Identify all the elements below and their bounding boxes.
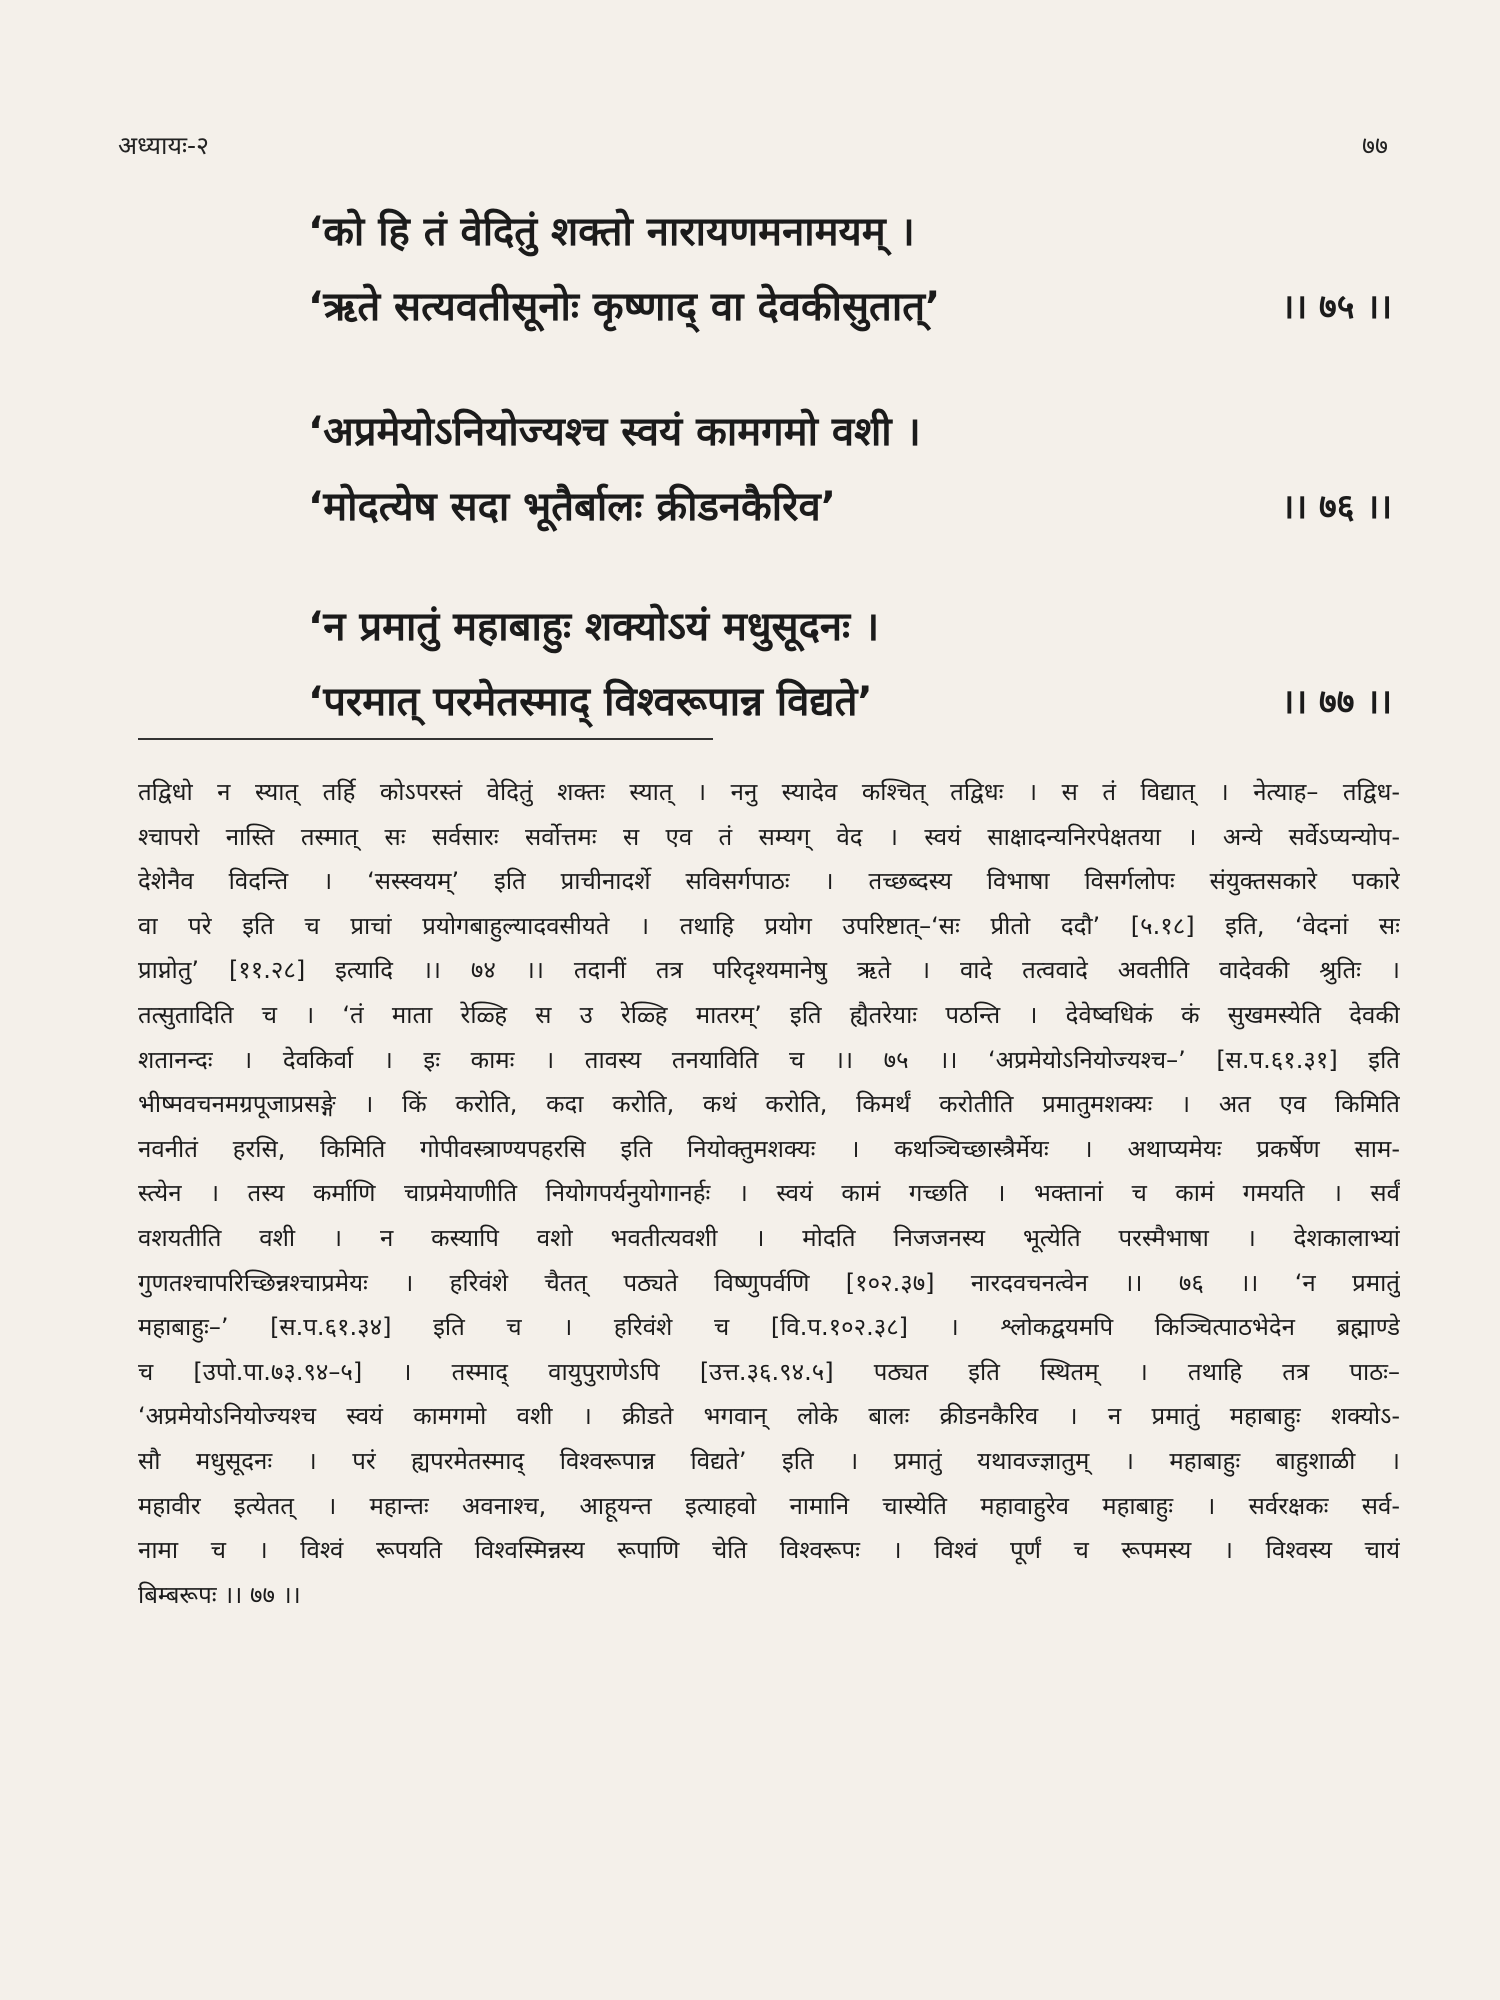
commentary-line: नवनीतं हरसि, किमिति गोपीवस्त्राण्यपहरसि इति नियोक्तुमशक्यः । कथञ्चिच्छास्त्रैर्मेयः । अथाप्यमेयः प्रकर्षेण साम- <box>138 1134 1400 1163</box>
commentary-line: प्राप्नोतु’ [११.२८] इत्यादि ।। ७४ ।। तदानीं तत्र परिदृश्यमानेषु ऋते । वादे तत्ववादे अवतीति वादेवकी श्रुतिः । <box>138 956 1400 985</box>
verse-line-text: ‘परमात् परमेतस्माद् विश्वरूपान्न विद्यते’ <box>308 679 873 725</box>
commentary-line: भीष्मवचनमग्रपूजाप्रसङ्गे । किं करोति, कदा करोति, कथं करोति, किमर्थं करोतीति प्रमातुमशक्यः । अत एव किमिति <box>138 1090 1400 1119</box>
commentary-line: महाबाहुः–’ [स.प.६१.३४] इति च । हरिवंशे च [वि.प.१०२.३८] । श्लोकद्वयमपि किञ्चित्पाठभेदेन ब्रह्माण्डे <box>138 1313 1400 1342</box>
commentary-text <box>138 770 1400 1617</box>
commentary-line: नामा च । विश्वं रूपयति विश्वस्मिन्नस्य रूपाणि चेति विश्वरूपः । विश्वं पूर्णं च रूपमस्य । विश्वस्य चायं <box>138 1536 1400 1565</box>
commentary-line: श्चापरो नास्ति तस्मात् सः सर्वसारः सर्वोत्तमः स एव तं सम्यग् वेद । स्वयं साक्षादन्यनिरपेक्षतया । अन्ये सर्वेऽप्यन्योप- <box>138 822 1400 851</box>
verse-77 <box>308 590 1392 740</box>
commentary-line: स्त्येन । तस्य कर्माणि चाप्रमेयाणीति नियोगपर्यनुयोगानर्हः । स्वयं कामं गच्छति । भक्तानां च कामं गमयति । सर्वं <box>138 1179 1400 1208</box>
verse-line: ‘न प्रमातुं महाबाहुः शक्योऽयं मधुसूदनः । <box>308 604 880 650</box>
verse-75 <box>308 195 1392 345</box>
chapter-header: अध्यायः-२ <box>118 131 210 160</box>
commentary-line: वशयतीति वशी । न कस्यापि वशो भवतीत्यवशी । मोदति निजजनस्य भूत्येति परस्मैभाषा । देशकालाभ्यां <box>138 1223 1400 1252</box>
verse-number: ।। ७६ ।। <box>1281 487 1392 527</box>
commentary-line: बिम्बरूपः ।। ७७ ।। <box>138 1580 301 1609</box>
verse-line: ‘अप्रमेयोऽनियोज्यश्च स्वयं कामगमो वशी । <box>308 409 921 455</box>
commentary-line: तत्सुतादिति च । ‘तं माता रेळ्हि स उ रेळ्हि मातरम्’ इति ह्यैतरेयाः पठन्ति । देवेष्वधिकं कं सुखमस्येति देवकी <box>138 1000 1400 1029</box>
commentary-line: महावीर इत्येतत् । महान्तः अवनाश्च, आहूयन्त इत्याहवो नामानि चास्येति महावाहुरेव महाबाहुः । सर्वरक्षकः सर्व- <box>138 1491 1400 1520</box>
verse-line <box>308 665 1392 740</box>
verse-76 <box>308 395 1392 545</box>
commentary-line: गुणतश्चापरिच्छिन्नश्चाप्रमेयः । हरिवंशे चैतत् पठ्यते विष्णुपर्वणि [१०२.३७] नारदवचनत्वेन ।। ७६ ।। ‘न प्रमातुं <box>138 1268 1400 1297</box>
verse-number: ।। ७७ ।। <box>1281 682 1392 722</box>
commentary-line: ‘अप्रमेयोऽनियोज्यश्च स्वयं कामगमो वशी । क्रीडते भगवान् लोके बालः क्रीडनकैरिव । न प्रमातुं महाबाहुः शक्योऽ- <box>138 1402 1400 1431</box>
verse-line <box>308 270 1392 345</box>
page-number: ७७ <box>1361 131 1388 160</box>
commentary-line: देशेनैव विदन्ति । ‘सस्स्वयम्’ इति प्राचीनादर्शे सविसर्गपाठः । तच्छब्दस्य विभाषा विसर्गलोपः संयुक्तसकारे पकारे <box>138 867 1400 896</box>
commentary-line: सौ मधुसूदनः । परं ह्यपरमेतस्माद् विश्वरूपान्न विद्यते’ इति । प्रमातुं यथावज्ज्ञातुम् । महाबाहुः बाहुशाळी । <box>138 1446 1400 1475</box>
section-divider <box>138 738 713 740</box>
commentary-line: शतानन्दः । देवकिर्वा । इः कामः । तावस्य तनयाविति च ।। ७५ ।। ‘अप्रमेयोऽनियोज्यश्च–’ [स.प.६१.३१] इति <box>138 1045 1400 1074</box>
verse-line-text: ‘ऋते सत्यवतीसूनोः कृष्णाद् वा देवकीसुतात्’ <box>308 284 941 330</box>
commentary-line: च [उपो.पा.७३.९४–५] । तस्माद् वायुपुराणेऽपि [उत्त.३६.९४.५] पठ्यत इति स्थितम् । तथाहि तत्र पाठः– <box>138 1357 1400 1386</box>
verse-line-text: ‘मोदत्येष सदा भूतैर्बालः क्रीडनकैरिव’ <box>308 484 836 530</box>
commentary-line: वा परे इति च प्राचां प्रयोगबाहुल्यादवसीयते । तथाहि प्रयोग उपरिष्टात्–‘सः प्रीतो ददौ’ [५.१८] इति, ‘वेदनां सः <box>138 911 1400 940</box>
verse-number: ।। ७५ ।। <box>1281 287 1392 327</box>
verse-line: ‘को हि तं वेदितुं शक्तो नारायणमनामयम् । <box>308 209 915 255</box>
commentary-line: तद्विधो न स्यात् तर्हि कोऽपरस्तं वेदितुं शक्तः स्यात् । ननु स्यादेव कश्चित् तद्विधः । स तं विद्यात् । नेत्याह– तद्विध- <box>138 778 1400 806</box>
verse-line <box>308 470 1392 545</box>
